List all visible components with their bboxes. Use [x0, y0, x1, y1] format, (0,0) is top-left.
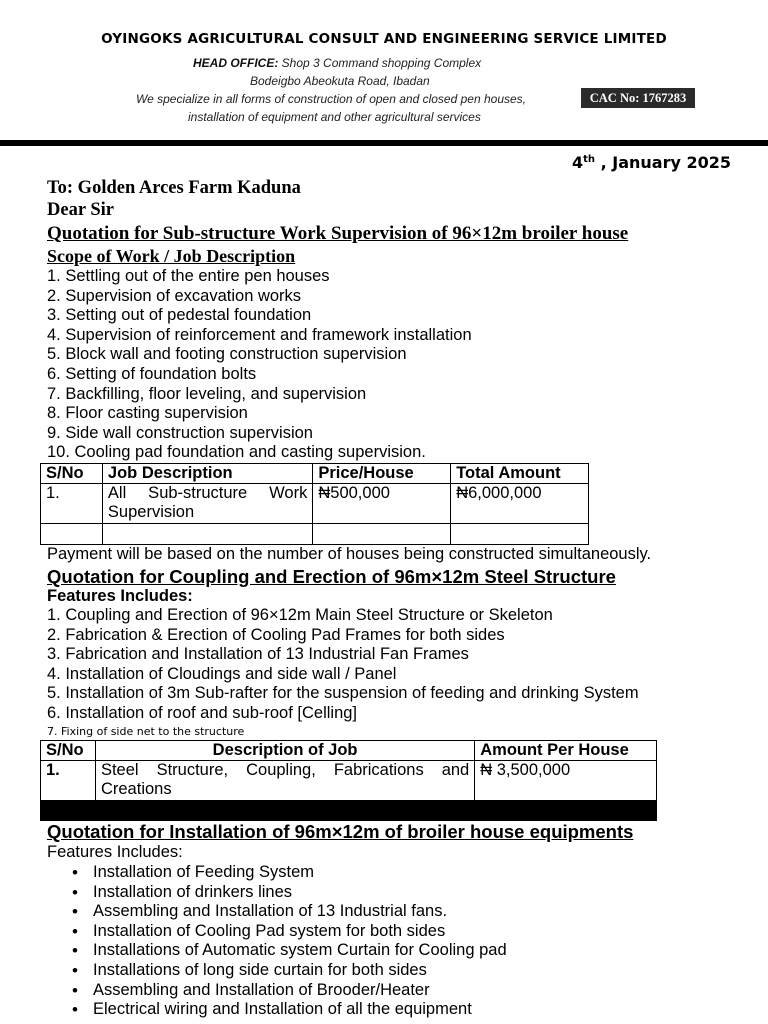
column-header: Amount Per House: [475, 741, 657, 761]
features-label: Features Includes:: [47, 587, 193, 605]
letterhead: [0, 0, 768, 150]
list-item: 2. Supervision of excavation works: [47, 286, 302, 305]
list-item: 6. Setting of foundation bolts: [47, 364, 257, 383]
column-header: Job Description: [102, 464, 312, 484]
list-item: 9. Side wall construction supervision: [47, 423, 313, 442]
list-item: • Electrical wiring and Installation of all the equipment: [93, 1000, 507, 1020]
list-item: • Installation of Cooling Pad system for both sides: [93, 922, 507, 942]
table-row-empty: [41, 524, 589, 545]
tagline-line-1: We specialize in all forms of construction of open and closed pen houses,: [136, 92, 526, 106]
salutation: Dear Sir: [47, 200, 114, 220]
head-office-label: HEAD OFFICE:: [193, 56, 279, 70]
column-header: S/No: [41, 741, 96, 761]
list-item: 3. Fabrication and Installation of 13 Industrial Fan Frames: [47, 645, 469, 664]
list-item: 7. Backfilling, floor leveling, and supervision: [47, 384, 367, 403]
description-line-1: All Sub-structure Work: [107, 484, 308, 502]
table-cell-amount: ₦ 3,500,000: [475, 761, 657, 801]
table-cell: [102, 524, 312, 545]
list-item: 5. Installation of 3m Sub-rafter for the suspension of feeding and drinking System: [47, 684, 639, 703]
table-cell-description: [102, 484, 312, 524]
table-header-row: [41, 464, 589, 484]
recipient-line: To: Golden Arces Farm Kaduna: [47, 178, 301, 198]
table-cell-description: [95, 761, 474, 801]
column-header: Price/House: [313, 464, 451, 484]
steel-structure-features-list: [47, 606, 639, 724]
list-item: 10. Cooling pad foundation and casting supervision.: [47, 443, 426, 462]
table-header-row: [41, 741, 657, 761]
supervision-price-table: [40, 463, 589, 545]
list-item: 1. Coupling and Erection of 96×12m Main Steel Structure or Skeleton: [47, 606, 553, 624]
table-cell-price: ₦500,000: [313, 484, 451, 524]
list-item: 3. Setting out of pedestal foundation: [47, 306, 312, 325]
quotation-1-title: Quotation for Sub-structure Work Supervision of 96×12m broiler house: [47, 223, 629, 244]
address-line-2: Bodeigbo Abeokuta Road, Ibadan: [250, 74, 430, 88]
letter-date: [572, 153, 731, 172]
table-shaded-row: [40, 800, 657, 821]
column-header: Description of Job: [95, 741, 474, 761]
list-item: 6. Installation of roof and sub-roof [Celling]: [47, 703, 358, 722]
company-name: OYINGOKS AGRICULTURAL CONSULT AND ENGINEERING SERVICE LIMITED: [101, 31, 667, 47]
scope-of-work-list: [47, 267, 472, 463]
list-item: • Installation of drinkers lines: [93, 883, 507, 903]
table-row: [41, 484, 589, 524]
steel-structure-price-table: [40, 740, 657, 801]
letterhead-divider: [0, 140, 768, 146]
list-item: 4. Supervision of reinforcement and framework installation: [47, 325, 472, 344]
table-cell-sno: 1.: [41, 761, 96, 801]
list-item: 2. Fabrication & Erection of Cooling Pad Frames for both sides: [47, 625, 505, 644]
date-suffix: th: [583, 154, 596, 165]
quotation-3-title: Quotation for Installation of 96m×12m of broiler house equipments: [47, 821, 634, 842]
list-item: • Installations of Automatic system Curtain for Cooling pad: [93, 941, 507, 961]
cac-number-badge: CAC No: 1767283: [581, 88, 695, 108]
list-item: 1. Settling out of the entire pen houses: [47, 267, 330, 285]
equipment-features-list: [93, 863, 507, 1020]
scope-of-work-title: Scope of Work / Job Description: [47, 246, 296, 266]
description-line-2: Supervision: [107, 503, 195, 521]
features-label-plain: Features Includes:: [47, 843, 183, 861]
tagline-line-2: installation of equipment and other agricultural services: [188, 110, 481, 124]
list-item-small: 7. Fixing of side net to the structure: [47, 725, 245, 738]
address-line-1: Shop 3 Command shopping Complex: [278, 56, 482, 70]
table-cell: [451, 524, 589, 545]
table-cell: [313, 524, 451, 545]
table-cell-sno: 1.: [41, 484, 103, 524]
date-day: 4: [572, 153, 584, 172]
column-header: S/No: [41, 464, 103, 484]
table-cell-total: ₦6,000,000: [451, 484, 589, 524]
table-cell: [41, 524, 103, 545]
column-header: Total Amount: [451, 464, 589, 484]
list-item: 5. Block wall and footing construction supervision: [47, 345, 407, 364]
list-item: • Assembling and Installation of Brooder/Heater: [93, 981, 507, 1001]
description-line-2: Creations: [100, 780, 172, 798]
date-rest: , January 2025: [595, 153, 732, 172]
list-item: • Installation of Feeding System: [93, 863, 507, 883]
head-office-line: [193, 56, 481, 70]
quotation-2-title: Quotation for Coupling and Erection of 96m×12m Steel Structure: [47, 566, 616, 587]
description-line-1: Steel Structure, Coupling, Fabrications and: [100, 761, 470, 779]
list-item: 8. Floor casting supervision: [47, 404, 248, 423]
payment-note: Payment will be based on the number of houses being constructed simultaneously.: [47, 545, 652, 563]
table-row: [41, 761, 657, 801]
list-item: • Assembling and Installation of 13 Industrial fans.: [93, 902, 507, 922]
list-item: • Installations of long side curtain for both sides: [93, 961, 507, 981]
list-item: 4. Installation of Cloudings and side wall / Panel: [47, 664, 397, 683]
